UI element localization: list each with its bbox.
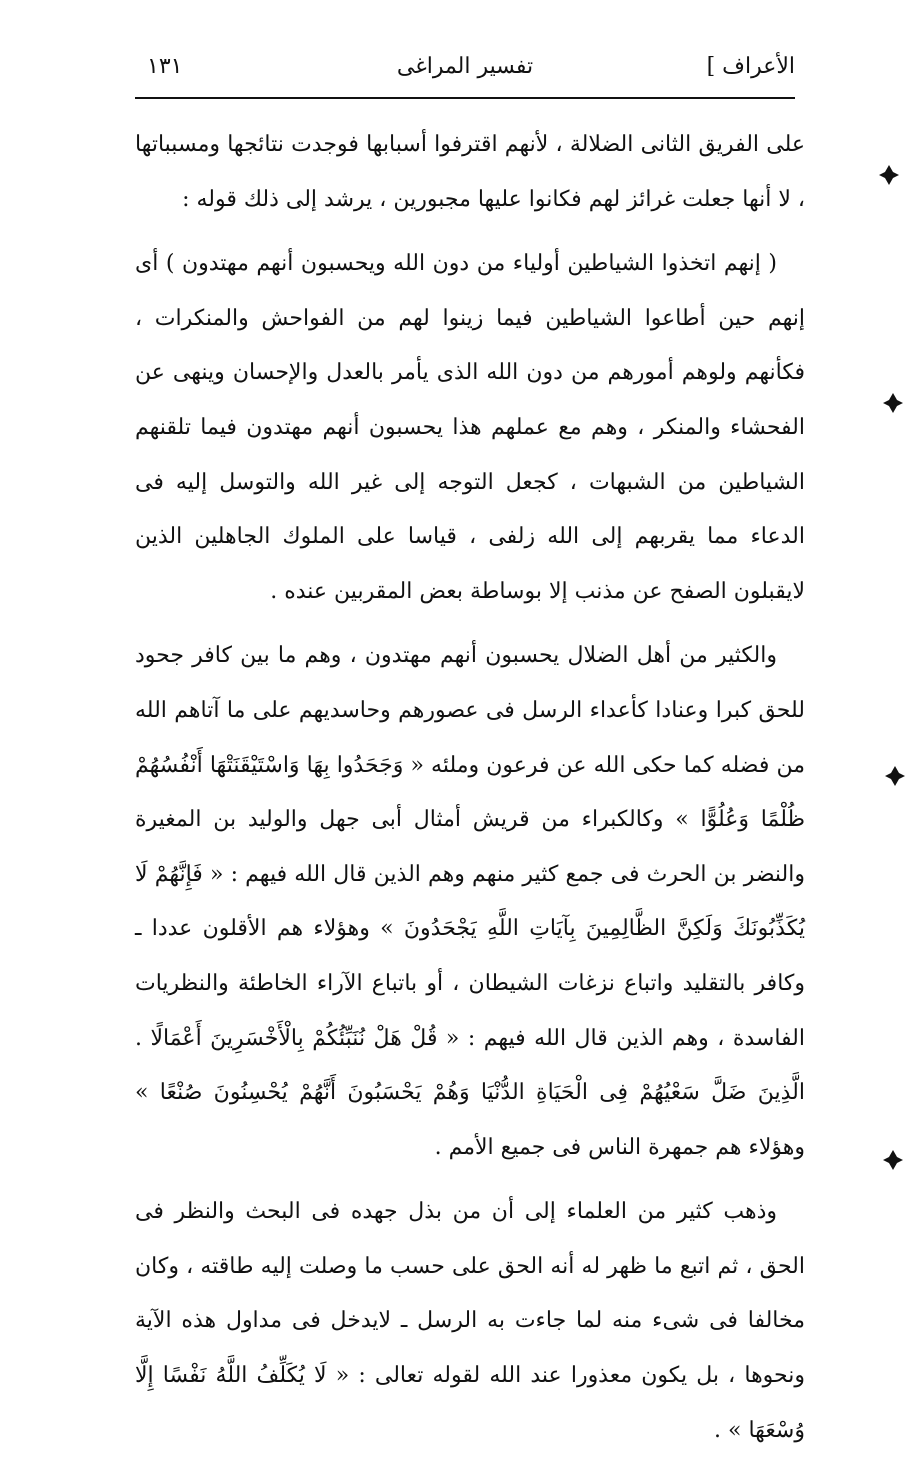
page-header [135,48,795,88]
header-divider [135,97,795,99]
page-body [135,118,805,1458]
paragraph: وذهب كثير من العلماء إلى أن من بذل جهده فى البحث والنظر فى الحق ، ثم اتبع ما ظهر له أنه الحق على حسب ما وصلت إليه طاقته ، وكان مخالفا فى شىء منه لما جاءت به الرسل ـ لايدخل فى مداول هذه الآية ونحوها ، بل يكون معذورا عند الله لقوله تعالى : « لَا يُكَلِّفُ اللَّهُ نَفْسًا إِلَّا وُسْعَهَا » . [135,1199,805,1443]
paragraph: ( إنهم اتخذوا الشياطين أولياء من دون الله ويحسبون أنهم مهتدون ) أى إنهم حين أطاعوا الشياطين فيما زينوا لهم من الفواحش والمنكرات ، فكأنهم ولوهم أمورهم من دون الله الذى يأمر بالعدل والإحسان وينهى عن الفحشاء والمنكر ، وهم مع عملهم هذا يحسبون أنهم مهتدون فيما تلقنهم الشياطين من الشبهات ، كجعل التوجه إلى غير الله والتوسل إليه فى الدعاء مما يقربهم إلى الله زلفى ، قياسا على الملوك الجاهلين الذين لايقبلون الصفح عن مذنب إلا بوساطة بعض المقربين عنده . [135,251,806,604]
paragraph: على الفريق الثانى الضلالة ، لأنهم اقترفوا أسبابها فوجدت نتائجها ومسبباتها ، لا أنها جعلت غرائز لهم فكانوا عليها مجبورين ، يرشد إلى ذلك قوله : [135,132,805,212]
book-title: تفسير المراغى [396,54,534,79]
paragraph: والكثير من أهل الضلال يحسبون أنهم مهتدون ، وهم ما بين كافر جحود للحق كبرا وعنادا كأعداء الرسل فى عصورهم وحاسديهم على ما آتاهم الله من فضله كما حكى الله عن فرعون وملئه « وَجَحَدُوا بِهَا وَاسْتَيْقَنَتْهَا أَنْفُسُهُمْ ظُلْمًا وَعُلُوًّا » وكالكبراء من قريش أمثال أبى جهل والوليد بن المغيرة والنضر بن الحرث فى جمع كثير منهم وهم الذين قال الله فيهم : « فَإِنَّهُمْ لَا يُكَذِّبُونَكَ وَلَكِنَّ الظَّالِمِينَ بِآيَاتِ اللَّهِ يَجْحَدُونَ » وهؤلاء هم الأقلون عددا ـ وكافر بالتقليد واتباع نزغات الشيطان ، أو باتباع الآراء الخاطئة والنظريات الفاسدة ، وهم الذين قال الله فيهم : « قُلْ هَلْ نُنَبِّئُكُمْ بِالْأَخْسَرِينَ أَعْمَالًا . الَّذِينَ ضَلَّ سَعْيُهُمْ فِى الْحَيَاةِ الدُّنْيَا وَهُمْ يَحْسَبُونَ أَنَّهُمْ يُحْسِنُونَ صُنْعًا » وهؤلاء هم جمهرة الناس فى جميع الأمم . [135,643,805,1160]
page-number: ١٣١ [147,54,183,79]
surah-name: الأعراف ] [706,54,795,79]
